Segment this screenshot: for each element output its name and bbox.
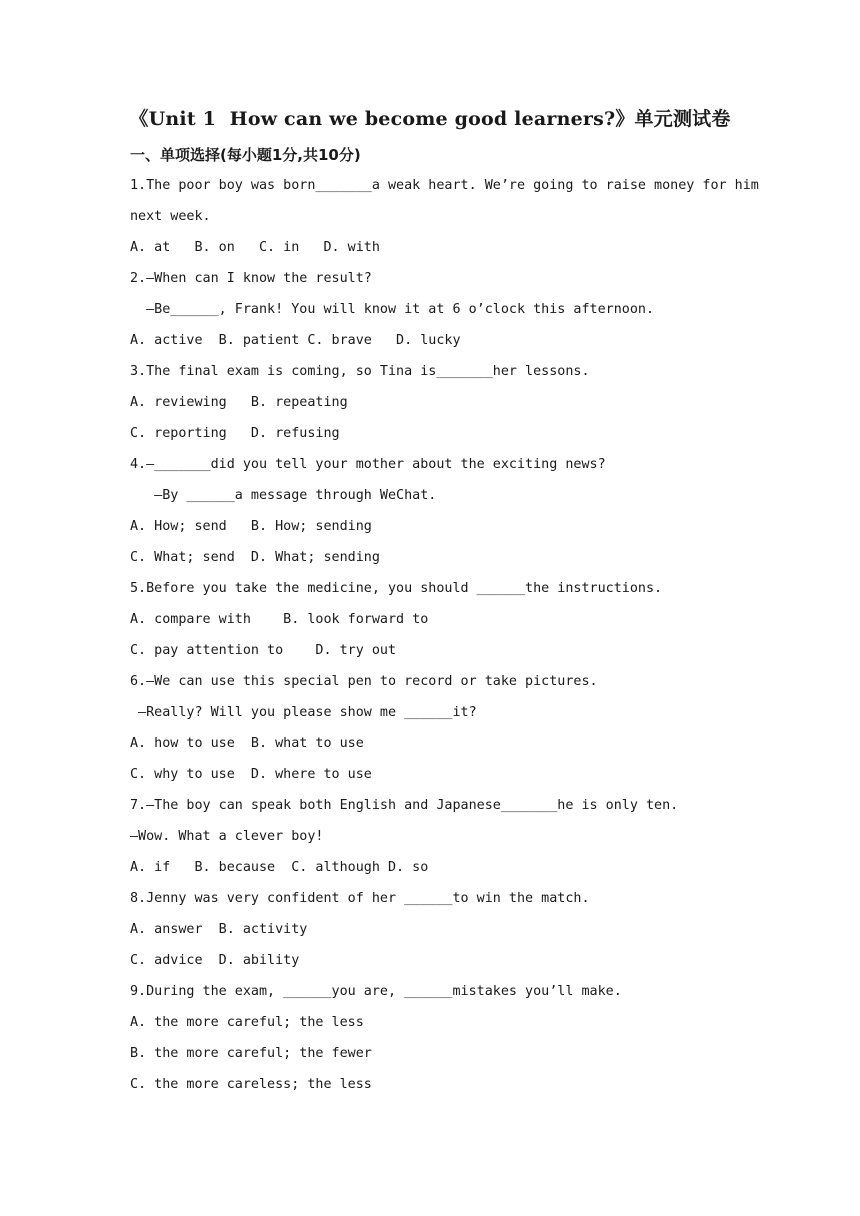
option-line: A. the more careful; the less bbox=[130, 1015, 364, 1030]
option-line: A. compare with B. look forward to bbox=[130, 612, 429, 627]
question-line: —Be______, Frank! You will know it at 6 o’clock this afternoon. bbox=[130, 302, 655, 317]
option-line: C. why to use D. where to use bbox=[130, 767, 372, 782]
option-line: A. reviewing B. repeating bbox=[130, 395, 348, 410]
question-line: 2.—When can I know the result? bbox=[130, 271, 372, 286]
option-line: A. How; send B. How; sending bbox=[130, 519, 372, 534]
document-title: 《Unit 1 How can we become good learners?》单元测试卷 bbox=[129, 108, 731, 130]
section-heading: 一、单项选择(每小题1分,共10分) bbox=[130, 146, 361, 164]
option-line: B. the more careful; the fewer bbox=[130, 1046, 372, 1061]
question-line: 1.The poor boy was born_______a weak heart. We’re going to raise money for him bbox=[130, 178, 759, 193]
question-line: —By ______a message through WeChat. bbox=[130, 488, 437, 503]
question-line: 7.—The boy can speak both English and Japanese_______he is only ten. bbox=[130, 798, 679, 813]
option-line: C. advice D. ability bbox=[130, 953, 300, 968]
question-line: 6.—We can use this special pen to record or take pictures. bbox=[130, 674, 598, 689]
question-line: —Really? Will you please show me ______it? bbox=[130, 705, 477, 720]
question-line: 5.Before you take the medicine, you should ______the instructions. bbox=[130, 581, 663, 596]
question-line: next week. bbox=[130, 209, 211, 224]
option-line: C. pay attention to D. try out bbox=[130, 643, 397, 658]
option-line: A. if B. because C. although D. so bbox=[130, 860, 429, 875]
option-line: C. What; send D. What; sending bbox=[130, 550, 380, 565]
option-line: A. at B. on C. in D. with bbox=[130, 240, 380, 255]
option-line: C. reporting D. refusing bbox=[130, 426, 340, 441]
option-line: C. the more careless; the less bbox=[130, 1077, 372, 1092]
option-line: A. answer B. activity bbox=[130, 922, 308, 937]
question-list bbox=[130, 170, 770, 1100]
question-line: —Wow. What a clever boy! bbox=[130, 829, 324, 844]
question-line: 9.During the exam, ______you are, ______mistakes you’ll make. bbox=[130, 984, 622, 999]
question-line: 8.Jenny was very confident of her ______to win the match. bbox=[130, 891, 590, 906]
option-line: A. how to use B. what to use bbox=[130, 736, 364, 751]
option-line: A. active B. patient C. brave D. lucky bbox=[130, 333, 461, 348]
question-line: 3.The final exam is coming, so Tina is_______her lessons. bbox=[130, 364, 590, 379]
question-line: 4.—_______did you tell your mother about the exciting news? bbox=[130, 457, 606, 472]
